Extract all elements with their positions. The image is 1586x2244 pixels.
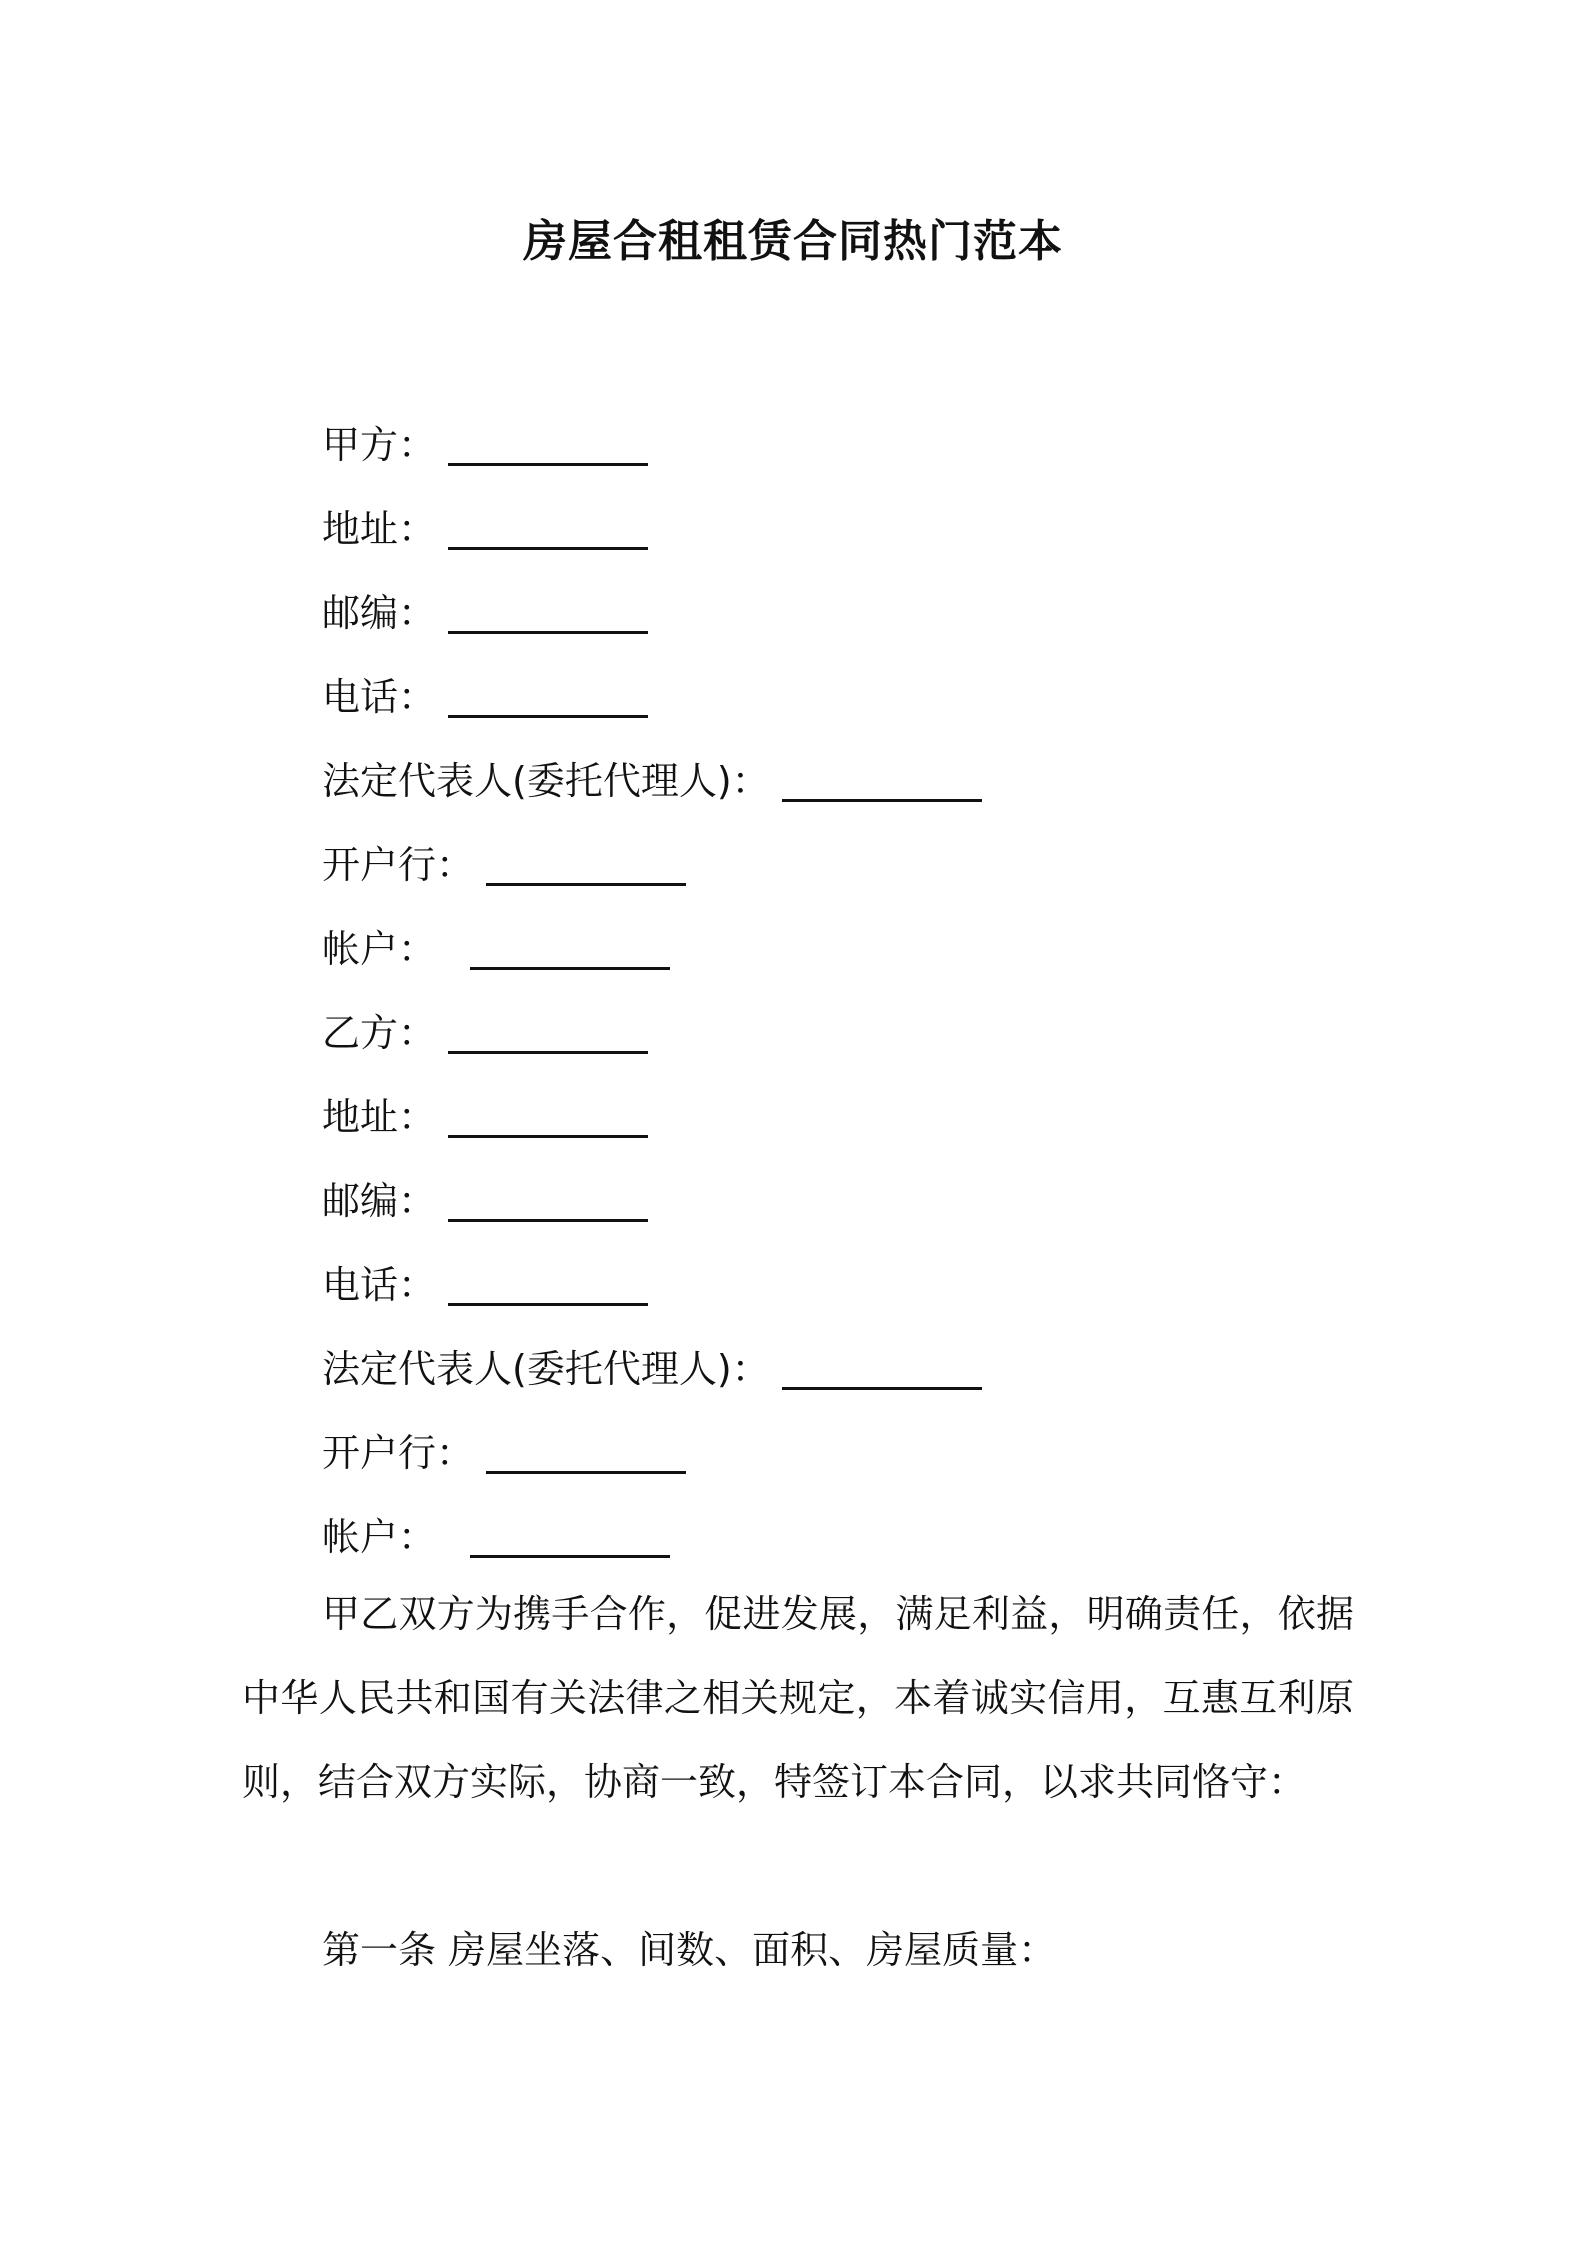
party-a-postcode-label: 邮编： bbox=[322, 591, 437, 635]
party-a-phone-field bbox=[322, 655, 1422, 739]
party-b-name-label: 乙方： bbox=[322, 1011, 437, 1055]
party-b-bank-label: 开户行： bbox=[322, 1431, 475, 1475]
party-b-phone-field bbox=[322, 1243, 1422, 1327]
party-b-phone-label: 电话： bbox=[322, 1263, 437, 1307]
party-b-address-blank[interactable] bbox=[448, 1091, 648, 1138]
article-1-heading: 第一条 房屋坐落、间数、面积、房屋质量： bbox=[322, 1928, 1057, 1972]
party-fields bbox=[322, 403, 1422, 1579]
party-a-address-field bbox=[322, 487, 1422, 571]
party-a-postcode-blank[interactable] bbox=[448, 587, 648, 634]
party-a-postcode-field bbox=[322, 571, 1422, 655]
party-b-postcode-label: 邮编： bbox=[322, 1179, 437, 1223]
party-a-legal-rep-label: 法定代表人(委托代理人)： bbox=[322, 759, 770, 803]
party-b-phone-blank[interactable] bbox=[448, 1259, 648, 1306]
document-title: 房屋合租租赁合同热门范本 bbox=[523, 216, 1063, 267]
party-b-legal-rep-field bbox=[322, 1327, 1422, 1411]
party-a-bank-field bbox=[322, 823, 1422, 907]
party-a-name-label: 甲方： bbox=[322, 423, 437, 467]
party-b-account-field bbox=[322, 1495, 1422, 1579]
party-b-name-field bbox=[322, 991, 1422, 1075]
preamble-paragraph: 甲乙双方为携手合作，促进发展，满足利益，明确责任，依据中华人民共和国有关法律之相关规定，本着诚实信用，互惠互利原则，结合双方实际，协商一致，特签订本合同，以求共同恪守： bbox=[242, 1592, 1354, 1804]
party-b-address-field bbox=[322, 1075, 1422, 1159]
party-a-bank-label: 开户行： bbox=[322, 843, 475, 887]
party-a-address-blank[interactable] bbox=[448, 503, 648, 550]
party-a-account-field bbox=[322, 907, 1422, 991]
party-b-postcode-field bbox=[322, 1159, 1422, 1243]
party-a-legal-rep-field bbox=[322, 739, 1422, 823]
party-b-account-blank[interactable] bbox=[470, 1511, 670, 1558]
party-a-name-blank[interactable] bbox=[448, 419, 648, 466]
party-b-bank-blank[interactable] bbox=[486, 1427, 686, 1474]
party-a-account-label: 帐户： bbox=[322, 927, 437, 971]
party-b-postcode-blank[interactable] bbox=[448, 1175, 648, 1222]
party-a-bank-blank[interactable] bbox=[486, 839, 686, 886]
party-a-phone-label: 电话： bbox=[322, 675, 437, 719]
party-b-account-label: 帐户： bbox=[322, 1515, 437, 1559]
party-b-legal-rep-blank[interactable] bbox=[782, 1343, 982, 1390]
party-b-name-blank[interactable] bbox=[448, 1007, 648, 1054]
party-a-legal-rep-blank[interactable] bbox=[782, 755, 982, 802]
party-a-account-blank[interactable] bbox=[470, 923, 670, 970]
party-b-address-label: 地址： bbox=[322, 1095, 437, 1139]
party-b-bank-field bbox=[322, 1411, 1422, 1495]
party-a-name-field bbox=[322, 403, 1422, 487]
party-a-address-label: 地址： bbox=[322, 507, 437, 551]
party-b-legal-rep-label: 法定代表人(委托代理人)： bbox=[322, 1347, 770, 1391]
party-a-phone-blank[interactable] bbox=[448, 671, 648, 718]
